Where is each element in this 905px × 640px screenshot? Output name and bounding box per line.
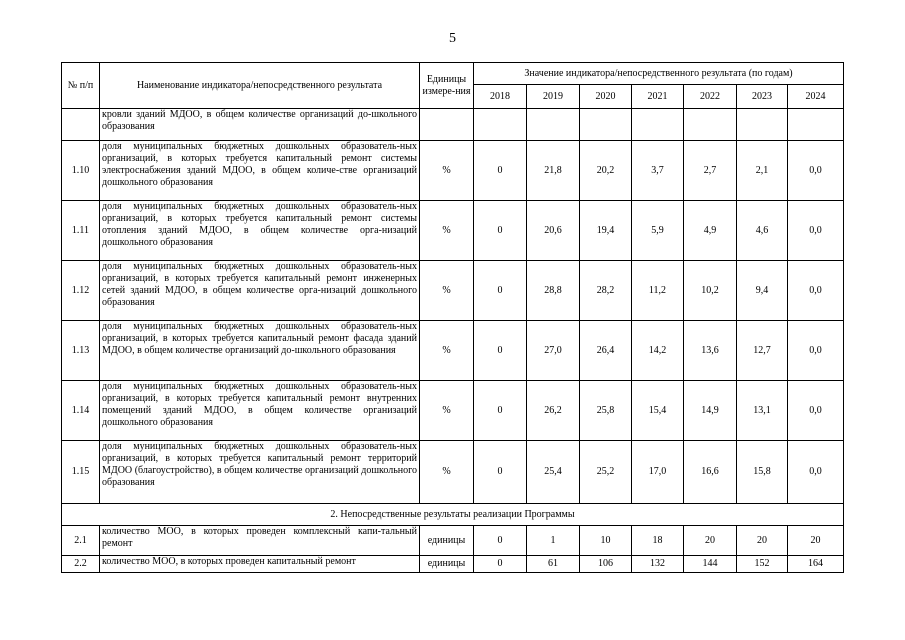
year-header: 2019	[527, 85, 580, 109]
row-unit: единицы	[420, 526, 474, 556]
row-name: кровли зданий МДОО, в общем количестве организаций до-школьного образования	[100, 109, 420, 141]
section-row	[62, 504, 844, 526]
row-value: 25,2	[580, 441, 632, 504]
row-num: 2.1	[62, 526, 100, 556]
row-value: 17,0	[632, 441, 684, 504]
row-value: 2,7	[684, 141, 737, 201]
row-num: 1.13	[62, 321, 100, 381]
table-row	[62, 261, 844, 321]
row-value: 0,0	[788, 141, 844, 201]
row-value: 0,0	[788, 261, 844, 321]
row-value: 12,7	[737, 321, 788, 381]
row-unit: %	[420, 141, 474, 201]
row-value: 15,8	[737, 441, 788, 504]
row-value: 16,6	[684, 441, 737, 504]
row-value	[527, 109, 580, 141]
row-name: доля муниципальных бюджетных дошкольных образователь-ных организаций, в которых требуется капитальный ремонт инженерных сетей зданий МДОО, в общем количестве орга-низаций дошкольного образования	[100, 261, 420, 321]
row-value: 26,2	[527, 381, 580, 441]
row-value: 0	[474, 441, 527, 504]
row-value: 20	[737, 526, 788, 556]
row-num: 1.11	[62, 201, 100, 261]
page-number: 5	[449, 31, 456, 46]
row-name: количество МОО, в которых проведен капитальный ремонт	[100, 556, 420, 573]
row-value: 20,2	[580, 141, 632, 201]
table-row	[62, 381, 844, 441]
row-value: 4,9	[684, 201, 737, 261]
col-header-name: Наименование индикатора/непосредственного результата	[100, 63, 420, 109]
row-name: доля муниципальных бюджетных дошкольных образователь-ных организаций, в которых требуется капитальный ремонт системы отопления зданий МДОО, в общем количестве орга-низаций дошкольного образования	[100, 201, 420, 261]
row-num: 1.10	[62, 141, 100, 201]
row-value	[474, 109, 527, 141]
row-value: 10,2	[684, 261, 737, 321]
row-num	[62, 109, 100, 141]
row-value: 10	[580, 526, 632, 556]
row-unit: %	[420, 201, 474, 261]
row-value: 1	[527, 526, 580, 556]
table-row	[62, 109, 844, 141]
row-value: 0	[474, 321, 527, 381]
row-value: 18	[632, 526, 684, 556]
row-value: 14,2	[632, 321, 684, 381]
row-name: доля муниципальных бюджетных дошкольных образователь-ных организаций, в которых требуется капитальный ремонт системы электроснабжения зданий МДОО, в общем количе-стве организаций дошкольного образования	[100, 141, 420, 201]
row-unit: единицы	[420, 556, 474, 573]
row-value: 21,8	[527, 141, 580, 201]
row-value: 0,0	[788, 441, 844, 504]
row-value	[788, 109, 844, 141]
year-header: 2023	[737, 85, 788, 109]
col-header-num: № п/п	[62, 63, 100, 109]
row-name: доля муниципальных бюджетных дошкольных образователь-ных организаций, в которых требуется капитальный ремонт фасада зданий МДОО, в общем количестве организаций до-школьного образования	[100, 321, 420, 381]
row-value: 26,4	[580, 321, 632, 381]
row-value: 106	[580, 556, 632, 573]
year-header: 2021	[632, 85, 684, 109]
row-name: доля муниципальных бюджетных дошкольных образователь-ных организаций, в которых требуется капитальный ремонт внутренних помещений зданий МДОО, в общем количестве организаций дошкольного образования	[100, 381, 420, 441]
table-row	[62, 321, 844, 381]
row-value: 0	[474, 141, 527, 201]
row-value: 61	[527, 556, 580, 573]
row-value: 0	[474, 201, 527, 261]
row-value: 25,8	[580, 381, 632, 441]
row-value: 152	[737, 556, 788, 573]
col-header-unit: Единицы измере-ния	[420, 63, 474, 109]
row-value: 0,0	[788, 381, 844, 441]
year-header: 2018	[474, 85, 527, 109]
row-value: 13,6	[684, 321, 737, 381]
year-header: 2022	[684, 85, 737, 109]
row-value: 13,1	[737, 381, 788, 441]
row-value: 0,0	[788, 201, 844, 261]
row-value	[737, 109, 788, 141]
table-row	[62, 201, 844, 261]
row-unit: %	[420, 381, 474, 441]
row-unit: %	[420, 441, 474, 504]
table-row	[62, 556, 844, 573]
row-value: 15,4	[632, 381, 684, 441]
row-value: 0	[474, 556, 527, 573]
row-num: 1.12	[62, 261, 100, 321]
row-value: 5,9	[632, 201, 684, 261]
row-value: 9,4	[737, 261, 788, 321]
indicators-table	[61, 62, 844, 573]
row-value	[580, 109, 632, 141]
row-value: 2,1	[737, 141, 788, 201]
row-value: 0	[474, 381, 527, 441]
row-value: 20	[684, 526, 737, 556]
row-value: 11,2	[632, 261, 684, 321]
row-name: количество МОО, в которых проведен комплексный капи-тальный ремонт	[100, 526, 420, 556]
row-value: 164	[788, 556, 844, 573]
row-value: 25,4	[527, 441, 580, 504]
table-body	[62, 109, 844, 573]
row-num: 1.14	[62, 381, 100, 441]
row-value: 20	[788, 526, 844, 556]
row-value: 144	[684, 556, 737, 573]
row-value: 28,8	[527, 261, 580, 321]
year-header: 2020	[580, 85, 632, 109]
table-row	[62, 526, 844, 556]
row-value: 27,0	[527, 321, 580, 381]
row-unit	[420, 109, 474, 141]
table-row	[62, 141, 844, 201]
row-value: 0,0	[788, 321, 844, 381]
row-value	[684, 109, 737, 141]
row-unit: %	[420, 261, 474, 321]
table-row	[62, 441, 844, 504]
row-num: 1.15	[62, 441, 100, 504]
year-header: 2024	[788, 85, 844, 109]
row-value: 0	[474, 261, 527, 321]
row-num: 2.2	[62, 556, 100, 573]
row-value: 19,4	[580, 201, 632, 261]
row-value: 28,2	[580, 261, 632, 321]
section-title: 2. Непосредственные результаты реализации Программы	[62, 504, 844, 526]
row-value: 3,7	[632, 141, 684, 201]
row-value: 132	[632, 556, 684, 573]
row-value: 4,6	[737, 201, 788, 261]
row-value: 0	[474, 526, 527, 556]
row-value: 14,9	[684, 381, 737, 441]
row-value: 20,6	[527, 201, 580, 261]
row-name: доля муниципальных бюджетных дошкольных образователь-ных организаций, в которых требуется капитальный ремонт территорий МДОО (благоустройство), в общем количестве организаций дошкольного образования	[100, 441, 420, 504]
row-value	[632, 109, 684, 141]
row-unit: %	[420, 321, 474, 381]
col-header-values: Значение индикатора/непосредственного результата (по годам)	[474, 63, 844, 85]
table-header	[62, 63, 844, 109]
